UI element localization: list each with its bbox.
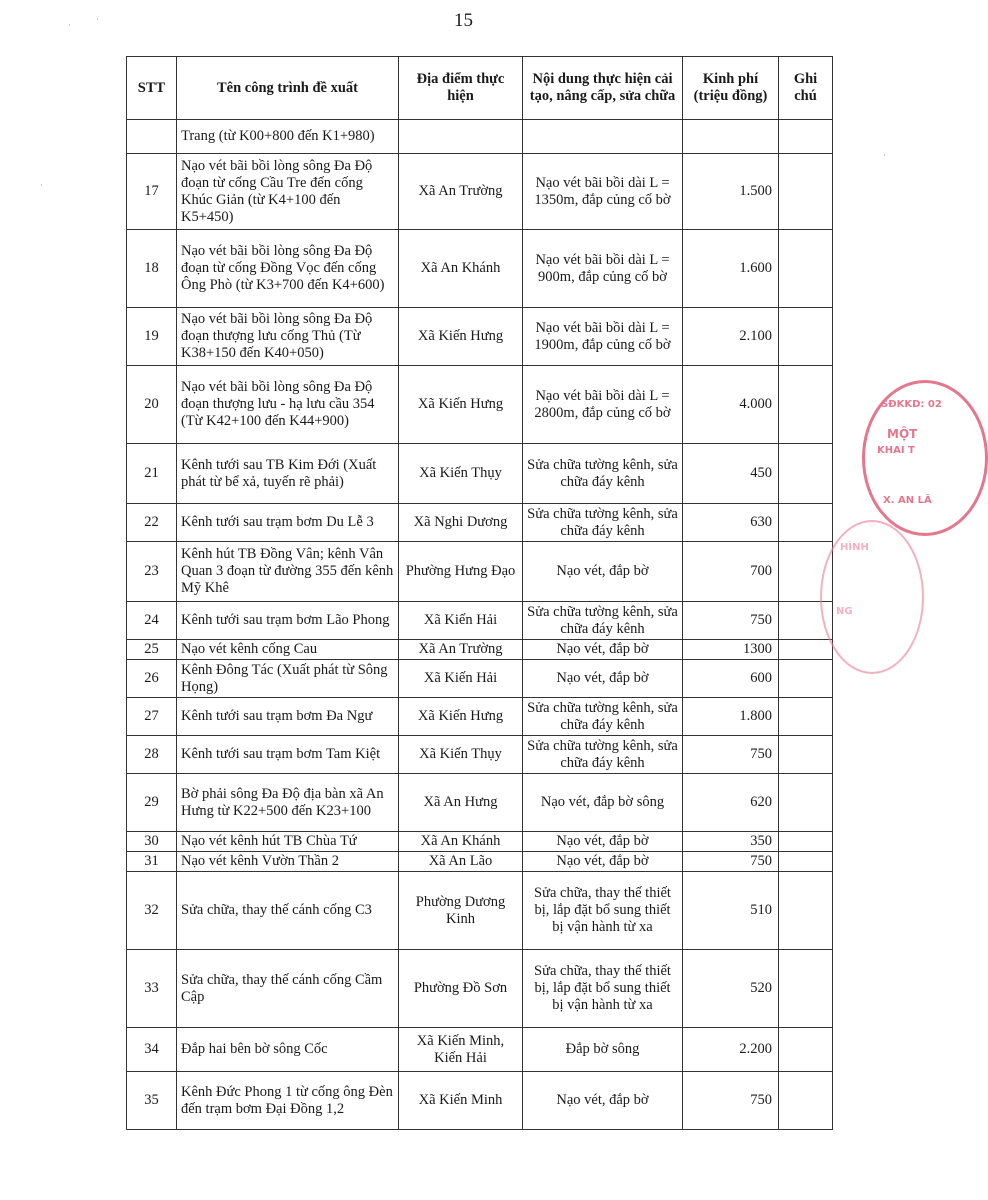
table-row [127,542,833,602]
row-stt: 33 [127,950,177,1028]
row-stt: 20 [127,366,177,444]
row-work-name: Kênh Đông Tác (Xuất phát từ Sông Họng) [177,660,399,698]
row-work-name: Trang (từ K00+800 đến K1+980) [177,120,399,154]
row-note [779,640,833,660]
row-cost: 450 [683,444,779,504]
row-work-name: Kênh tưới sau trạm bơm Lão Phong [177,602,399,640]
works-table [126,56,833,1130]
table-row [127,872,833,950]
row-cost: 1300 [683,640,779,660]
table-row [127,1072,833,1130]
row-location: Phường Đồ Sơn [399,950,523,1028]
stamp-text: HÌNH [840,542,869,553]
row-cost: 520 [683,950,779,1028]
table-row [127,120,833,154]
row-work-name: Nạo vét kênh Vườn Thần 2 [177,852,399,872]
row-cost: 700 [683,542,779,602]
row-work-name: Nạo vét bãi bồi lòng sông Đa Độ đoạn từ cống Cầu Tre đến cống Khúc Giản (từ K4+100 đến K5+450) [177,154,399,230]
row-stt: 23 [127,542,177,602]
row-content: Sửa chữa tường kênh, sửa chữa đáy kênh [523,736,683,774]
table-row [127,504,833,542]
header-stt: STT [127,57,177,120]
stamp-text: KHAI T [877,445,915,456]
row-content: Nạo vét, đắp bờ [523,640,683,660]
row-cost: 350 [683,832,779,852]
stamp-text: NG [836,606,853,617]
row-cost: 1.800 [683,698,779,736]
row-location: Xã Kiến Hải [399,602,523,640]
row-stt: 21 [127,444,177,504]
row-note [779,736,833,774]
row-cost: 620 [683,774,779,832]
row-cost: 1.500 [683,154,779,230]
row-location: Xã Kiến Thụy [399,736,523,774]
row-cost: 750 [683,1072,779,1130]
stamp-text: MỘT [887,427,918,441]
row-content: Nạo vét, đắp bờ sông [523,774,683,832]
row-location: Xã Nghi Dương [399,504,523,542]
header-note: Ghi chú [779,57,833,120]
table-row [127,308,833,366]
row-work-name: Kênh tưới sau trạm bơm Đa Ngư [177,698,399,736]
row-cost: 750 [683,602,779,640]
row-work-name: Kênh tưới sau trạm bơm Tam Kiệt [177,736,399,774]
row-note [779,366,833,444]
row-content [523,120,683,154]
table-row [127,1028,833,1072]
table-row [127,736,833,774]
row-note [779,444,833,504]
stamp-text: X. AN LÃ [883,495,932,506]
row-content: Sửa chữa, thay thế thiết bị, lắp đặt bổ sung thiết bị vận hành từ xa [523,950,683,1028]
row-stt: 24 [127,602,177,640]
row-stt: 25 [127,640,177,660]
row-note [779,698,833,736]
row-location: Xã An Hưng [399,774,523,832]
row-content: Nạo vét bãi bồi dài L = 1900m, đắp củng cố bờ [523,308,683,366]
row-content: Đắp bờ sông [523,1028,683,1072]
row-work-name: Đắp hai bên bờ sông Cốc [177,1028,399,1072]
row-stt: 26 [127,660,177,698]
row-work-name: Kênh Đức Phong 1 từ cống ông Đèn đến trạm bơm Đại Đồng 1,2 [177,1072,399,1130]
row-note [779,154,833,230]
table-header-row [127,57,833,120]
row-stt [127,120,177,154]
table-row [127,640,833,660]
row-content: Sửa chữa tường kênh, sửa chữa đáy kênh [523,698,683,736]
table-row [127,230,833,308]
row-work-name: Kênh tưới sau TB Kim Đới (Xuất phát từ bể xả, tuyến rẽ phải) [177,444,399,504]
row-note [779,852,833,872]
red-stamp [862,380,988,536]
row-cost [683,120,779,154]
row-stt: 34 [127,1028,177,1072]
row-stt: 18 [127,230,177,308]
table-row [127,950,833,1028]
scan-speck: · [96,14,99,24]
row-stt: 19 [127,308,177,366]
row-content: Nạo vét bãi bồi dài L = 900m, đắp củng cố bờ [523,230,683,308]
row-work-name: Kênh tưới sau trạm bơm Du Lễ 3 [177,504,399,542]
row-cost: 2.100 [683,308,779,366]
row-stt: 35 [127,1072,177,1130]
row-content: Nạo vét, đắp bờ [523,852,683,872]
row-stt: 17 [127,154,177,230]
row-content: Sửa chữa tường kênh, sửa chữa đáy kênh [523,444,683,504]
scan-speck: · [883,150,886,160]
row-cost: 2.200 [683,1028,779,1072]
row-location: Xã Kiến Thụy [399,444,523,504]
table-row [127,154,833,230]
row-location: Xã Kiến Hải [399,660,523,698]
row-location: Xã An Khánh [399,230,523,308]
table-row [127,832,833,852]
row-content: Nạo vét, đắp bờ [523,542,683,602]
row-location: Phường Hưng Đạo [399,542,523,602]
row-work-name: Kênh hút TB Đồng Vân; kênh Vân Quan 3 đoạn từ đường 355 đến kênh Mỹ Khê [177,542,399,602]
scan-speck: · [68,20,71,30]
row-cost: 750 [683,736,779,774]
row-location: Xã Kiến Hưng [399,366,523,444]
red-stamp-secondary [820,520,924,674]
row-work-name: Nạo vét kênh hút TB Chùa Tứ [177,832,399,852]
row-location: Xã Kiến Minh, Kiến Hải [399,1028,523,1072]
row-note [779,504,833,542]
row-content: Nạo vét, đắp bờ [523,832,683,852]
row-content: Sửa chữa tường kênh, sửa chữa đáy kênh [523,504,683,542]
header-content: Nội dung thực hiện cải tạo, nâng cấp, sửa chữa [523,57,683,120]
header-name: Tên công trình đề xuất [177,57,399,120]
row-location: Xã Kiến Minh [399,1072,523,1130]
row-stt: 30 [127,832,177,852]
row-content: Nạo vét, đắp bờ [523,660,683,698]
row-location: Xã An Lão [399,852,523,872]
row-location [399,120,523,154]
row-cost: 600 [683,660,779,698]
row-stt: 32 [127,872,177,950]
row-stt: 28 [127,736,177,774]
row-content: Nạo vét bãi bồi dài L = 2800m, đắp củng cố bờ [523,366,683,444]
row-work-name: Nạo vét bãi bồi lòng sông Đa Độ đoạn thượng lưu cống Thủ (Từ K38+150 đến K40+050) [177,308,399,366]
page-number: 15 [454,10,473,31]
row-location: Xã An Khánh [399,832,523,852]
row-location: Xã Kiến Hưng [399,698,523,736]
header-location: Địa điểm thực hiện [399,57,523,120]
header-cost: Kinh phí (triệu đồng) [683,57,779,120]
row-cost: 750 [683,852,779,872]
row-location: Xã Kiến Hưng [399,308,523,366]
stamp-text: SĐKKD: 02 [881,399,942,410]
row-content: Sửa chữa, thay thế thiết bị, lắp đặt bổ sung thiết bị vận hành từ xa [523,872,683,950]
row-work-name: Sửa chữa, thay thế cánh cống C3 [177,872,399,950]
row-work-name: Nạo vét bãi bồi lòng sông Đa Độ đoạn từ cống Đồng Vọc đến cống Ông Phò (từ K3+700 đến K4+600) [177,230,399,308]
row-content: Nạo vét bãi bồi dài L = 1350m, đắp củng cố bờ [523,154,683,230]
table-row [127,602,833,640]
row-note [779,660,833,698]
row-cost: 4.000 [683,366,779,444]
table-row [127,444,833,504]
row-note [779,872,833,950]
table-row [127,698,833,736]
row-stt: 22 [127,504,177,542]
row-cost: 1.600 [683,230,779,308]
row-cost: 630 [683,504,779,542]
row-cost: 510 [683,872,779,950]
row-content: Sửa chữa tường kênh, sửa chữa đáy kênh [523,602,683,640]
row-location: Xã An Trường [399,154,523,230]
table-row [127,660,833,698]
row-location: Xã An Trường [399,640,523,660]
row-stt: 31 [127,852,177,872]
row-note [779,230,833,308]
row-stt: 29 [127,774,177,832]
row-content: Nạo vét, đắp bờ [523,1072,683,1130]
row-note [779,950,833,1028]
row-work-name: Nạo vét kênh cống Cau [177,640,399,660]
table-row [127,774,833,832]
scan-speck: · [40,180,43,190]
row-note [779,1028,833,1072]
row-note [779,774,833,832]
row-note [779,832,833,852]
row-work-name: Sửa chữa, thay thế cánh cống Cầm Cập [177,950,399,1028]
row-note [779,120,833,154]
row-work-name: Bờ phải sông Đa Độ địa bàn xã An Hưng từ K22+500 đến K23+100 [177,774,399,832]
row-stt: 27 [127,698,177,736]
row-work-name: Nạo vét bãi bồi lòng sông Đa Độ đoạn thượng lưu - hạ lưu cầu 354 (Từ K42+100 đến K44+900) [177,366,399,444]
table-row [127,366,833,444]
row-note [779,308,833,366]
table-row [127,852,833,872]
row-note [779,1072,833,1130]
row-location: Phường Dương Kinh [399,872,523,950]
